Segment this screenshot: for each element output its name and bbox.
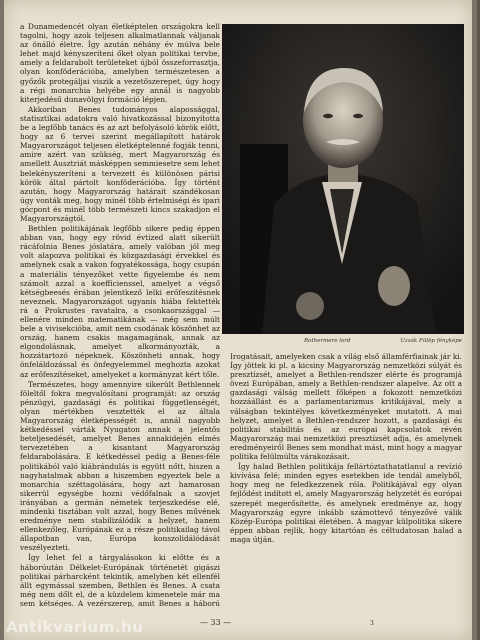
page <box>4 0 472 640</box>
paragraph: Bethlen politikájának legfőbb sikere pedig éppen abban van, hogy egy rövid évtized alatt sikerült rácáfolnia Benes jóslatára, amely valóban jól meg volt alapozva politikai és közgazdasági érvekkel és amelynek csak a vakon fogyatékossága, hogy csupán a materiális tényezőket vette figyelembe és nem számolt azzal a koefficienssel, amelyet a végső kétségbeesés érában jelentkező lelki erőfeszítésnek neveznek. Magyarországot ugyanis hiába fektették rá a Prokrustes ravatalra, a csonkaországgal — ellenére minden matematikának — még sem múlt bele a vivisekcióba, amit nem csodának köszönhet az ország, hanem csakis magamagának, annak az elgondolásnak, amelyet alkormányozták, a hozzátartozó népeknek. Köszönheti annak, hogy önfeláldozással és önfegyelemmel meghozta azokat az erőfeszítéseket, amelyeket a kormányzat kért tőle. <box>20 224 220 379</box>
caption-title: Rothermere lord <box>304 338 351 344</box>
paragraph: Így halad Bethlen politikája fellártóztathatatlanul a revízió kivívása felé; minden egyes esetekben ide tendál amelyből, hogy meg ne feledkezzenek róla. Politikájával egy olyan fejlődést indított el, amely Magyarország helyzetét és európai szerepét megerősítette, és amelynek eredménye az, hogy Magyarország egyre inkább számottevő tényezővé válik Közép-Európa politikai életében. A magyar külpolitika sikere éppen abban rejlik, hogy kitartóan és céltudatosan halad a maga útján. <box>230 462 462 544</box>
paragraph: Így lehet fel a tárgyalásokon ki előtte és a háborúután Délkelet-Európának történetét gigászi politikai párharcként tekintik, amelyben két ellenfél állt egymással szemben, Bethlen és Benes. A csata még nem dőlt el, de a küzdelem kimenetele már ma sem kétséges. A vezérszerep, amit Benes a háború <box>20 553 220 607</box>
printer-signature: 3 <box>370 620 374 627</box>
right-column <box>230 352 462 607</box>
paragraph: Akkoriban Benes tudományos alapossággal, statisztikai adatokra való hivatkozással bizonyította be a legfőbb tanács és az azt befolyásoló körök előtt, hogy az 6 tervei szerint megállapított határok Magyarországot teljesen életképtelenné fogják tenni, amire azért van szükség, mert Magyarország és amellett Ausztriát másképpen semmiesetre sem lehet belekényszeríteni a tervezett és különösen párisi körök által pártolt konföderációba. Így történt azután, hogy Magyarország határait szándékosan úgy vonták meg, hogy minél több értelmiségi és ipari gócpont és minél több természeti kincs szakadjon el Magyarországtól. <box>20 104 220 223</box>
paragraph: Irogatásait, amelyeken csak a világ első államférfiainak jár ki. Így jöttek ki pl. a kicsiny Magyarország nemzetközi súlyát és presztízsét, amelyet a Bethlen-rendszer elérte és programjá övezi Európában, amely a Bethlen-rendszer alapelve. Az ott a gazdasági válság mellett főképen a fokozott nemzetközi hozzáállást és a parlamentarizmus kritikájával, mely a válságban tekintélyes következményeket mutatott. A mai helyzet, amelyet a Bethlen-rendszer hozott, a gazdasági és politikai stabilitás és az európai kapcsolatok révén Magyarország mai nemzetközi presztízsét adja, és amelynek eredményeiről Benes sem mondhat mást, mint hogy a magyar politika felülmúlta várakozásait. <box>230 352 462 462</box>
caption-credit: Uzsák Fülöp fényképe <box>400 338 462 344</box>
paragraph: Természetes, hogy amennyire sikerült Bethlennek föleltől fokra megvalósítani programját: az ország pénzügyi, gazdasági és politikai függetlenségét, olyan mértékben vesztették el az általa Magyarország életképességét is, annál nagyobb kétkedéssel várták Nyugaton annak a jelentős beteljesedését, amelyet Benes annakidején elmés tervezetében a kisantant Magyarország feldarabolására. E kétkedéssel pedig a Benes-féle politikából való kiábrándulás is együtt nőtt, hiszen a nagyhatalmak abban a hiszemben egyeztek bele a monarchia széttagolására, hogy azt hamarosan sikerrül egységbe hozni védőfalnak a szovjet irányában a germán németek terjeszkedése elé, mindenki tisztában volt azzal, hogy Benes művének eredménye nem stabilizálódik a helyzet, hanem ellenkezőleg, Európának ez a része politikailag távol állapotban van, Európa konszolidálódását veszélyezteti. <box>20 379 220 553</box>
watermark: Antikvarium.hu <box>6 618 144 636</box>
portrait-photo <box>222 24 464 334</box>
portrait-illustration <box>222 24 464 334</box>
paragraph: a Dunamedencét olyan életképtelen országokra kell tagolni, hogy azok teljesen alkalmatlannak váljanak az önálló életre. Így azután néhány év múlva bele lehet majd kényszeríteni őket olyan politikai tervbe, amely a feldarabolt területeket újból összeforrasztja, olyan konföderációba, amelyben természetesen a győzők protegáljai viszik a vezetőszerepet, úgy hogy a régi monarchia helyébe egy annál is nagyobb kiterjedésű dunavölgyi formáció lépjen. <box>20 22 220 104</box>
page-number: — 33 — <box>200 618 232 627</box>
left-column <box>20 22 220 607</box>
photo-caption <box>230 336 464 348</box>
